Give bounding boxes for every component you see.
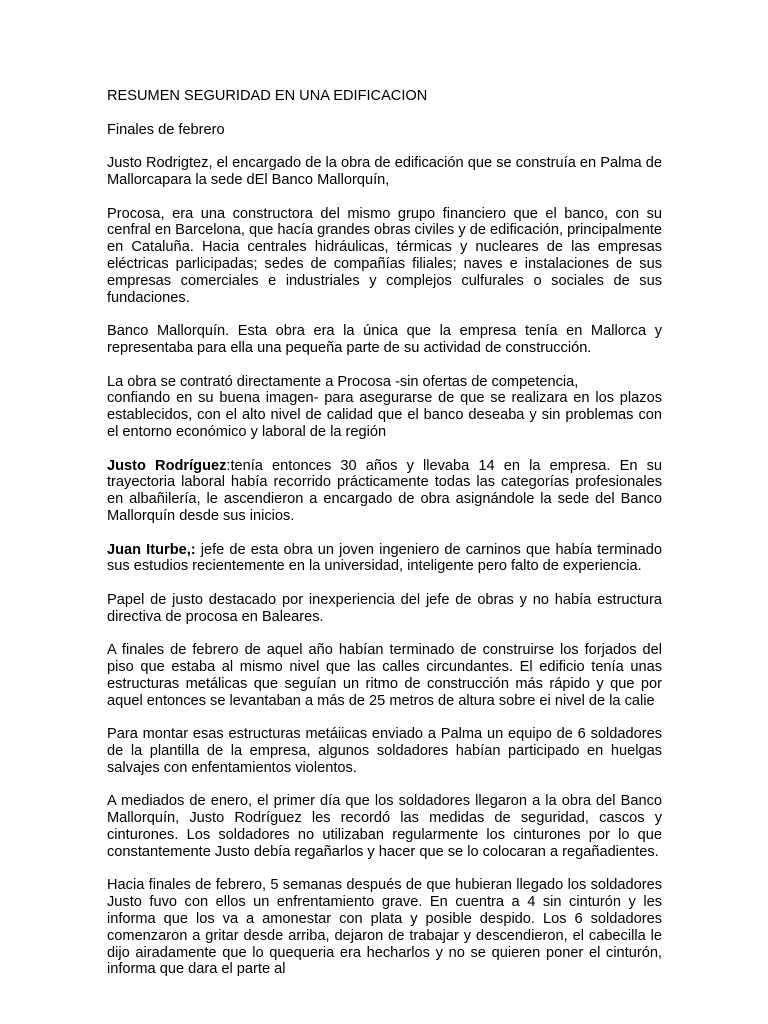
paragraph: A mediados de enero, el primer día que los soldadores llegaron a la obra del Banco Mallorquín, Justo Rodríguez les recordó las medidas de seguridad, cascos y cinturones. Los soldadores no utilizaban regularmente los cinturones por lo que constantemente Justo debía regañarlos y hacer que se lo colocaran a regañadientes. <box>107 793 662 860</box>
paragraph: Justo Rodríguez:tenía entonces 30 años y llevaba 14 en la empresa. En su trayectoria laboral había recorrido prácticamente todas las categorías profesionales en albañilería, le ascendieron a encargado de obra asignándole la sede del Banco Mallorquín desde sus inicios. <box>107 457 662 524</box>
bold-name: Juan Iturbe,: <box>107 541 196 558</box>
paragraph: Procosa, era una constructora del mismo grupo financiero que el banco, con su cenfral en Barcelona, que hacía grandes obras civiles y de edificación, principalmente en Cataluña. Hacia centrales hidráulicas, térmicas y nucleares de las empresas eléctricas parlicipadas; sedes de compañías filiales; naves e instalaciones de sus empresas comerciales e industriales y complejos culfurales o sociales de sus fundaciones. <box>107 205 662 306</box>
date-line: Finales de febrero <box>107 121 225 138</box>
document-title: RESUMEN SEGURIDAD EN UNA EDIFICACION <box>107 88 428 104</box>
paragraph: Hacia finales de febrero, 5 semanas después de que hubieran llegado los soldadores Justo fuvo con ellos un enfrentamiento grave. En cuentra a 4 sin cinturón y les informa que los va a amonestar con plata y posible despido. Los 6 soldadores comenzaron a gritar desde arriba, dejaron de trabajar y descendieron, el cabecilla le dijo airadamente que lo quequeria era hecharlos y no se quieren poner el cinturón, informa que dara el parte al <box>107 877 662 978</box>
paragraph: A finales de febrero de aquel año habían terminado de construirse los forjados del piso que estaba al mismo nivel que las calles circundantes. El edificio tenía unas estructuras metálicas que seguían un ritmo de construcción más rápido y que por aquel entonces se levantaban a más de 25 metros de altura sobre ei nivel de la calie <box>107 642 662 709</box>
document-body <box>107 88 662 995</box>
bold-name: Justo Rodríguez <box>107 457 227 474</box>
paragraph: Juan Iturbe,: jefe de esta obra un joven ingeniero de carninos que había terminado sus estudios recientemente en la universidad, inteligente pero falto de experiencia. <box>107 541 662 575</box>
paragraph: Para montar esas estructuras metáiicas enviado a Palma un equipo de 6 soldadores de la plantilla de la empresa, algunos soldadores habían participado en huelgas salvajes con enfentamientos violentos. <box>107 726 662 776</box>
paragraph: Justo Rodrigtez, el encargado de la obra de edificación que se construía en Palma de Mallorcapara la sede dEl Banco Mallorquín, <box>107 155 662 188</box>
paragraph: La obra se contrató directamente a Procosa -sin ofertas de competencia, confiando en su buena imagen- para asegurarse de que se realizara en los plazos establecidos, con el alto nivel de calidad que el banco deseaba y sin problemas con el entorno económico y laboral de la región <box>107 373 662 440</box>
paragraph: Banco Mallorquín. Esta obra era la única que la empresa tenía en Mallorca y representaba para ella una pequeña parte de su actividad de construcción. <box>107 323 662 356</box>
paragraph: Papel de justo destacado por inexperiencia del jefe de obras y no había estructura directiva de procosa en Baleares. <box>107 591 662 625</box>
